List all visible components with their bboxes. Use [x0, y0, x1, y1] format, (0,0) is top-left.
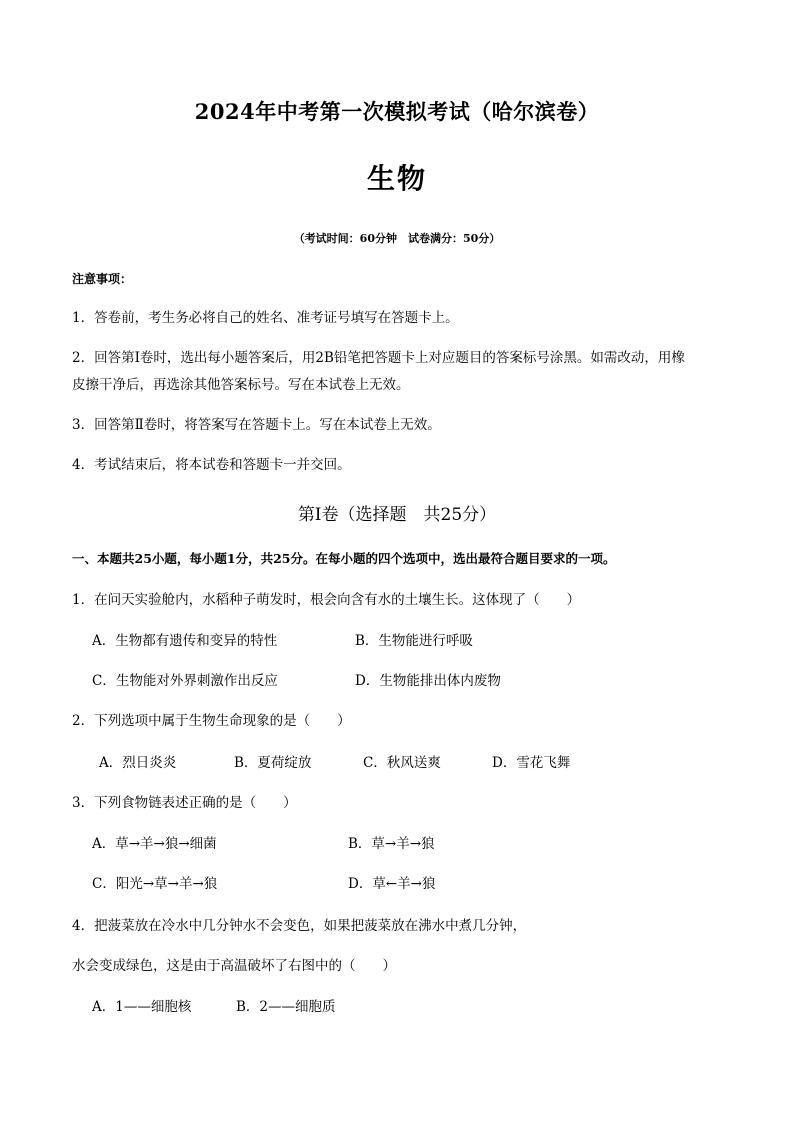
option: D．草←羊→狼	[348, 876, 436, 892]
section-title: 第Ⅰ卷（选择题 共25分）	[297, 505, 497, 525]
option: B．2——细胞质	[236, 999, 336, 1015]
note-item: 4．考试结束后，将本试卷和答题卡一并交回。	[72, 457, 351, 473]
notes-heading: 注意事项：	[72, 272, 133, 286]
note-item: 1．答卷前，考生务必将自己的姓名、准考证号填写在答题卡上。	[72, 310, 459, 326]
question-stem: 4．把菠菜放在冷水中几分钟水不会变色，如果把菠菜放在沸水中煮几分钟，	[72, 918, 527, 934]
option: B．夏荷绽放	[234, 755, 312, 771]
option: C．生物能对外界刺激作出反应	[92, 673, 278, 689]
question-stem: 2．下列选项中属于生物生命现象的是（ ）	[72, 713, 351, 729]
exam-meta: （考试时间：60分钟 试卷满分：50分）	[293, 232, 501, 245]
subject-title: 生物	[366, 162, 427, 195]
option: A．1——细胞核	[92, 999, 192, 1015]
option: C．阳光→草→羊→狼	[92, 876, 218, 892]
question-stem: 1．在问天实验舱内，水稻种子萌发时，根会向含有水的土壤生长。这体现了（ ）	[72, 592, 581, 608]
option: C．秋风送爽	[363, 755, 441, 771]
note-item: 皮擦干净后，再选涂其他答案标号。写在本试卷上无效。	[72, 377, 410, 393]
note-item: 2．回答第Ⅰ卷时，选出每小题答案后，用2B铅笔把答题卡上对应题目的答案标号涂黑。如需改动，用橡	[72, 350, 685, 366]
option: A．生物都有遗传和变异的特性	[92, 633, 278, 649]
option: B．生物能进行呼吸	[355, 633, 473, 649]
instruction: 一、本题共25小题，每小题1分，共25分。在每小题的四个选项中，选出最符合题目要求的一项。	[72, 551, 616, 566]
exam-title: 2024年中考第一次模拟考试（哈尔滨卷）	[194, 99, 600, 124]
option: B．草→羊→狼	[348, 836, 435, 852]
note-item: 3．回答第Ⅱ卷时，将答案写在答题卡上。写在本试卷上无效。	[72, 417, 441, 433]
option: A．草→羊→狼→细菌	[92, 836, 217, 852]
option: D．生物能排出体内废物	[355, 673, 501, 689]
option: A．烈日炎炎	[99, 755, 177, 771]
question-stem-continued: 水会变成绿色，这是由于高温破坏了右图中的（ ）	[72, 958, 396, 974]
option: D．雪花飞舞	[492, 755, 571, 771]
question-stem: 3．下列食物链表述正确的是（ ）	[72, 795, 297, 811]
